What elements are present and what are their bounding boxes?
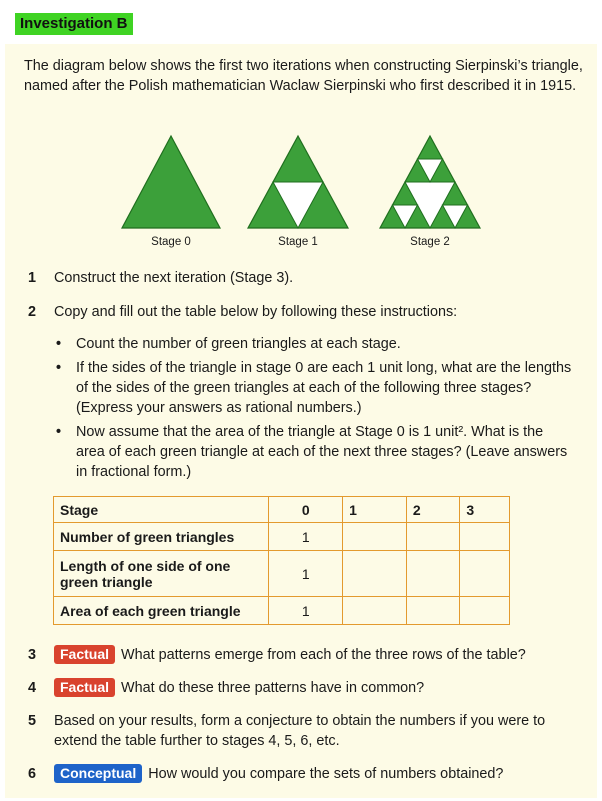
list-item: • Now assume that the area of the triangle at Stage 0 is 1 unit². What is the area of each green triangle at each of the next three stages? (Leave answers in fractional form.) bbox=[56, 424, 568, 480]
question-3-text: What patterns emerge from each of the three rows of the table? bbox=[121, 647, 526, 663]
stage-2-label: Stage 2 bbox=[410, 236, 450, 248]
instruction-list bbox=[54, 334, 574, 486]
list-item: • Count the number of green triangles at each stage. bbox=[56, 336, 401, 352]
header-stage-0: 0 bbox=[269, 497, 343, 523]
cell: 1 bbox=[269, 523, 343, 551]
cell bbox=[460, 551, 510, 597]
results-table bbox=[53, 496, 510, 625]
investigation-heading: Investigation B bbox=[15, 13, 133, 35]
table-row bbox=[54, 597, 510, 625]
intro-paragraph: The diagram below shows the first two iterations when constructing Sierpinski’s triangle, named after the Polish mathematician Waclaw Sierpinski who first described it in 1915. bbox=[24, 58, 583, 94]
question-5-text: Based on your results, form a conjecture to obtain the numbers if you were to extend the table further to stages 4, 5, 6, etc. bbox=[54, 713, 546, 749]
row-label-number: Number of green triangles bbox=[54, 523, 269, 551]
question-1-text: Construct the next iteration (Stage 3). bbox=[54, 270, 294, 286]
cell bbox=[343, 551, 407, 597]
conceptual-badge: Conceptual bbox=[54, 764, 142, 783]
cell bbox=[406, 551, 460, 597]
bullet-3-text: Now assume that the area of the triangle at Stage 0 is 1 unit². What is the area of each green triangle at each of the next three stages? (Leave answers in fractional form.) bbox=[76, 424, 568, 480]
stage-2-triangle bbox=[378, 134, 482, 230]
bullet-2-text: If the sides of the triangle in stage 0 are each 1 unit long, what are the lengths of the sides of the green triangles at each of the following three stages? (Express your answers as rational numbers.) bbox=[76, 360, 572, 416]
stage-0-label: Stage 0 bbox=[151, 236, 191, 248]
table-row bbox=[54, 523, 510, 551]
header-stage-2: 2 bbox=[406, 497, 460, 523]
stage-1-label: Stage 1 bbox=[278, 236, 318, 248]
row-label-area: Area of each green triangle bbox=[54, 597, 269, 625]
cell bbox=[343, 597, 407, 625]
factual-badge: Factual bbox=[54, 678, 115, 697]
question-1-number: 1 bbox=[28, 270, 37, 286]
header-stage-1: 1 bbox=[343, 497, 407, 523]
bullet-1-text: Count the number of green triangles at each stage. bbox=[76, 336, 401, 352]
cell bbox=[460, 523, 510, 551]
cell bbox=[460, 597, 510, 625]
question-6-text: How would you compare the sets of numbers obtained? bbox=[148, 766, 504, 782]
question-4-number: 4 bbox=[28, 680, 37, 696]
cell bbox=[406, 597, 460, 625]
table-row bbox=[54, 551, 510, 597]
header-stage: Stage bbox=[54, 497, 269, 523]
question-2-number: 2 bbox=[28, 304, 37, 320]
cell bbox=[343, 523, 407, 551]
list-item: • If the sides of the triangle in stage 0 are each 1 unit long, what are the lengths of the sides of the green triangles at each of the following three stages? (Express your answers as rational numbers.) bbox=[56, 360, 572, 416]
cell: 1 bbox=[269, 597, 343, 625]
stage-1-triangle bbox=[246, 134, 350, 230]
question-4-text: What do these three patterns have in common? bbox=[121, 680, 425, 696]
stage-0-triangle bbox=[120, 134, 222, 230]
question-6-number: 6 bbox=[28, 766, 37, 782]
question-3-number: 3 bbox=[28, 647, 37, 663]
table-header-row bbox=[54, 497, 510, 523]
row-label-length: Length of one side of one green triangle bbox=[54, 551, 269, 597]
cell: 1 bbox=[269, 551, 343, 597]
question-5-number: 5 bbox=[28, 713, 37, 729]
question-2-text: Copy and fill out the table below by following these instructions: bbox=[54, 304, 458, 320]
cell bbox=[406, 523, 460, 551]
factual-badge: Factual bbox=[54, 645, 115, 664]
header-stage-3: 3 bbox=[460, 497, 510, 523]
